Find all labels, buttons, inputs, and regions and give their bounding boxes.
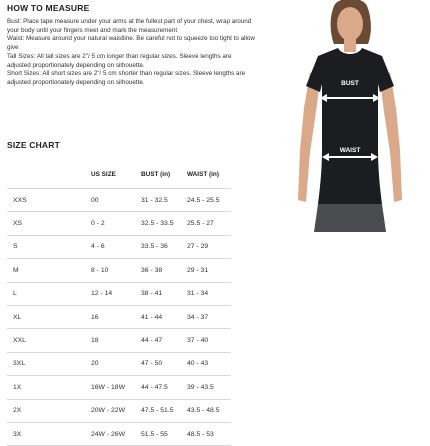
size-cell: 2X: [7, 399, 91, 422]
us-size-cell: 18: [91, 329, 141, 352]
table-row: [7, 235, 231, 258]
bust-cell: 44 - 47: [141, 329, 187, 352]
us-size-cell: 20: [91, 352, 141, 375]
bust-label: BUST: [341, 80, 359, 87]
size-cell: S: [7, 235, 91, 258]
size-cell: 3XL: [7, 352, 91, 375]
table-header-row: [7, 161, 231, 189]
waist-cell: 31 - 34: [187, 282, 231, 305]
waist-cell: 29 - 31: [187, 259, 231, 282]
size-cell: XXL: [7, 329, 91, 352]
table-row: [7, 282, 231, 305]
waist-cell: 25.5 - 27: [187, 212, 231, 235]
us-size-cell: 16W - 18W: [91, 376, 141, 399]
tall-sizes-instruction: Tall Sizes: All tall sizes are 2"/ 5 cm longer than regular sizes. Sleeve lengths are adjusted proportionately depending on silhouette.: [7, 52, 232, 69]
header-waist: WAIST (in): [187, 161, 231, 189]
bust-cell: 41 - 44: [141, 305, 187, 328]
waist-cell: 24.5 - 25.5: [187, 189, 231, 212]
right-arm-shape: [380, 72, 402, 202]
waist-cell: 27 - 29: [187, 235, 231, 258]
waist-label: WAIST: [339, 147, 361, 154]
us-size-cell: 24W - 26W: [91, 422, 141, 445]
us-size-cell: 16: [91, 305, 141, 328]
waist-cell: 40 - 43: [187, 352, 231, 375]
size-cell: XL: [7, 305, 91, 328]
how-to-measure-title: HOW TO MEASURE: [7, 3, 90, 13]
size-cell: XXS: [7, 189, 91, 212]
waist-cell: 48.5 - 53: [187, 422, 231, 445]
neck-shape: [344, 38, 356, 52]
us-size-cell: 8 - 10: [91, 259, 141, 282]
waist-cell: 43.5 - 48.5: [187, 399, 231, 422]
bust-cell: 47 - 50: [141, 352, 187, 375]
shorts-shape: [314, 204, 386, 232]
table-row: [7, 422, 231, 445]
waist-cell: 39 - 43.5: [187, 376, 231, 399]
measurement-figure: [268, 0, 430, 232]
header-us-size: US SIZE: [91, 161, 141, 189]
waist-cell: 37 - 40: [187, 329, 231, 352]
model-illustration: [268, 0, 430, 232]
size-chart-title: SIZE CHART: [7, 140, 60, 150]
table-row: [7, 352, 231, 375]
us-size-cell: 0 - 2: [91, 212, 141, 235]
header-size: [7, 161, 91, 189]
us-size-cell: 20W - 22W: [91, 399, 141, 422]
table-row: [7, 189, 231, 212]
short-sizes-instruction: Short Sizes: All short sizes are 2"/ 5 cm shorter than regular sizes. Sleeve lengths are adjusted proportionately depending on silhouette.: [7, 70, 246, 86]
bust-cell: 47.5 - 51.5: [141, 399, 187, 422]
bust-cell: 38 - 41: [141, 282, 187, 305]
waist-instruction: Waist: Measure around your natural waistline. Be careful not to squeeze too tight to allow give: [7, 35, 255, 52]
size-cell: L: [7, 282, 91, 305]
table-row: [7, 212, 231, 235]
header-bust: BUST (in): [141, 161, 187, 189]
size-cell: 1X: [7, 376, 91, 399]
shirt-shape: [306, 48, 394, 204]
us-size-cell: 12 - 14: [91, 282, 141, 305]
size-chart-table: [7, 161, 231, 446]
table-row: [7, 376, 231, 399]
bust-cell: 51.5 - 55: [141, 422, 187, 445]
bust-instruction: Bust: Place tape measure under your arms at the fullest part of your chest, wrap around your body until your fingers meet and mark the measurement: [7, 18, 252, 34]
left-arm-shape: [298, 72, 320, 202]
bust-cell: 36 - 38: [141, 259, 187, 282]
face-shape: [337, 7, 363, 41]
bust-cell: 32.5 - 33.5: [141, 212, 187, 235]
table-row: [7, 259, 231, 282]
size-cell: 3X: [7, 422, 91, 445]
table-row: [7, 305, 231, 328]
size-cell: M: [7, 259, 91, 282]
measure-instructions: [7, 18, 257, 88]
us-size-cell: 00: [91, 189, 141, 212]
us-size-cell: 4 - 6: [91, 235, 141, 258]
bust-cell: 44 - 47.5: [141, 376, 187, 399]
size-cell: XS: [7, 212, 91, 235]
waist-cell: 34 - 37: [187, 305, 231, 328]
bust-cell: 31 - 32.5: [141, 189, 187, 212]
table-row: [7, 399, 231, 422]
bust-cell: 33.5 - 36: [141, 235, 187, 258]
table-row: [7, 329, 231, 352]
